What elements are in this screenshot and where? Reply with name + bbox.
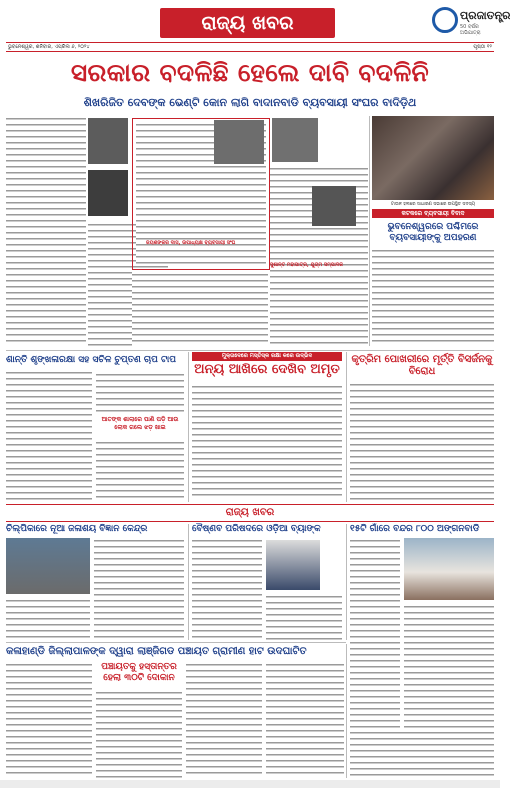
mid-center-body [192, 384, 342, 500]
brand-logo-icon [432, 7, 458, 33]
bottom-body [6, 662, 92, 778]
lower-center-body-2 [266, 594, 342, 640]
lead-photo-official [214, 120, 264, 164]
lower-left-body-2 [94, 538, 184, 638]
lead-subhead: ଶିଖରିଜିତ ଦେବଙ୍କ ଭେଣ୍ଟି କୋନ ଲାଗି ବାଦାନବାଡି ବ୍ୟବସାୟୀ ସଂଘର ବାଦିଡ଼ିଥ [83, 96, 417, 109]
right-top-photo [372, 116, 494, 200]
lower-center-photo [266, 540, 320, 590]
lead-body-col-4 [132, 272, 268, 346]
footer-bar [0, 780, 500, 788]
mid-left-pull-quote: ଆତଙ୍କ ଶାଲାରେ ପାଣି ପଡ଼ି ଆଉ ଲୋକ ଗଲେ ଝଡ଼ ଖାଇ [101, 416, 179, 431]
lower-center-headline: ବୈଷ୍ଣବ ପରିଷଦରେ ଓଡ଼ିଆ ବ୍ୟାଙ୍କ [192, 524, 321, 534]
page-number: ପୃଷ୍ଠା ୧୨ [473, 44, 492, 50]
lead-photo-official-2 [272, 118, 318, 162]
mid-right-body [350, 382, 494, 500]
mid-center-kicker: ମୁକ୍ତାଦେରେ ମସ୍ତିସ୍କ ରକ୍ଷା କରେ ଉଦ୍ଭିଦ [192, 352, 342, 361]
bottom-body-3 [186, 662, 262, 778]
lower-left-headline: ଚିଲ୍ପିକାରେ ନୂଆ ଜଳାଶୟ ବିଜ୍ଞାନ କେନ୍ଦ୍ର [6, 524, 148, 534]
section-band-title: ରାଜ୍ୟ ଖବର [196, 506, 304, 520]
lower-left-body [6, 598, 90, 638]
right-top-headline: ଭୁବନେଶ୍ୱରରେ ପଶ୍ଚିମରେ ବ୍ୟବସାୟୀଙ୍କୁ ଅପହରଣ [387, 222, 479, 243]
mid-center-headline: ଅନ୍ୟ ଆଖିରେ ଦେଖିବ ଅମୃତ [194, 362, 340, 377]
brand-name: ପ୍ରଜାତନ୍ତ୍ର [460, 9, 510, 22]
lead-photo-person [88, 118, 128, 164]
lower-right-body-2 [404, 604, 494, 728]
right-top-kicker: କଟକରେ ବ୍ୟବସାୟୀ ବିବାଦ [372, 209, 494, 218]
lower-right-headline: ୧୫ଟି ଗାଁରେ ବନ୍ଦର ୮୦୦ ଅଙ୍ଗନବାଡି [350, 524, 480, 534]
right-top-photo-caption: ଟାଉନ ହଲରେ ସାଧାରଣ ସଭାରେ ଉପସ୍ଥିତ ସଦସ୍ୟ [390, 202, 476, 207]
lower-right-body [350, 538, 400, 728]
brand-subtitle: 50 ବର୍ଷର ଅଭିଯାତ୍ରା [460, 24, 481, 36]
lead-headline: ସରକାର ବଦଳିଛି ହେଲେ ଦାବି ବଦଳିନି [70, 58, 430, 87]
mid-right-headline: କୃତ୍ରିମ ପୋଖରୀରେ ମୂର୍ତ୍ତି ବିସର୍ଜନକୁ ବିରୋଧ [351, 354, 493, 377]
lower-right-photo [404, 538, 494, 600]
lower-center-body [192, 538, 262, 640]
lower-left-photo [6, 538, 90, 594]
section-title: ରାଜ୍ୟ ଖବର [160, 8, 335, 38]
dateline [6, 42, 494, 52]
name-tag-1: ଜୟଶଙ୍କର ଦାସ, ଉପାଧ୍ୟକ୍ଷ ବ୍ୟବସାୟୀ ସଂଘ [146, 240, 236, 246]
mid-left-headline: ଶାନ୍ତି ଶୃଙ୍ଖଳାରକ୍ଷା ସହ ସଚିଳ ଚୁପ୍ତଣ ଚାପ ଟାପ [6, 355, 176, 365]
bottom-headline: କଳାହାଣ୍ଡି ଜିଲ୍ଲାପାଳଙ୍କ ଦ୍ୱାରା ଲାଞ୍ଜିଗଡ ପଞ୍ଚାୟତ ଗ୍ରାମୀଣ ହାଟ ଉଦଘାଟିତ [6, 646, 307, 657]
lead-photo-official-3 [312, 186, 356, 226]
bottom-body-4 [266, 662, 344, 778]
lead-photo-person-2 [88, 170, 128, 216]
mid-left-body [6, 370, 92, 500]
right-top-body [372, 248, 494, 346]
lead-body-col-1 [6, 116, 86, 346]
bottom-sub-headline: ପଞ୍ଚାୟତକୁ ହସ୍ତାନ୍ତର ହେଲା ୩୦ଟି ଦୋକାନ [101, 662, 177, 683]
name-tag-2: ସୁଶାନ୍ତ ମହାପାତ୍ର, ଯୁଗ୍ମ ସମ୍ପାଦକ [270, 262, 343, 268]
lower-right-body-3 [350, 730, 494, 778]
mid-left-body-3 [96, 440, 184, 500]
bottom-body-2 [96, 690, 182, 778]
mid-left-body-2 [96, 372, 184, 412]
issue-date: ଭୁବନେଶ୍ୱର, ଶନିବାର, ଏପ୍ରିଲ ୬, ୨୦୨୪ [8, 44, 90, 50]
